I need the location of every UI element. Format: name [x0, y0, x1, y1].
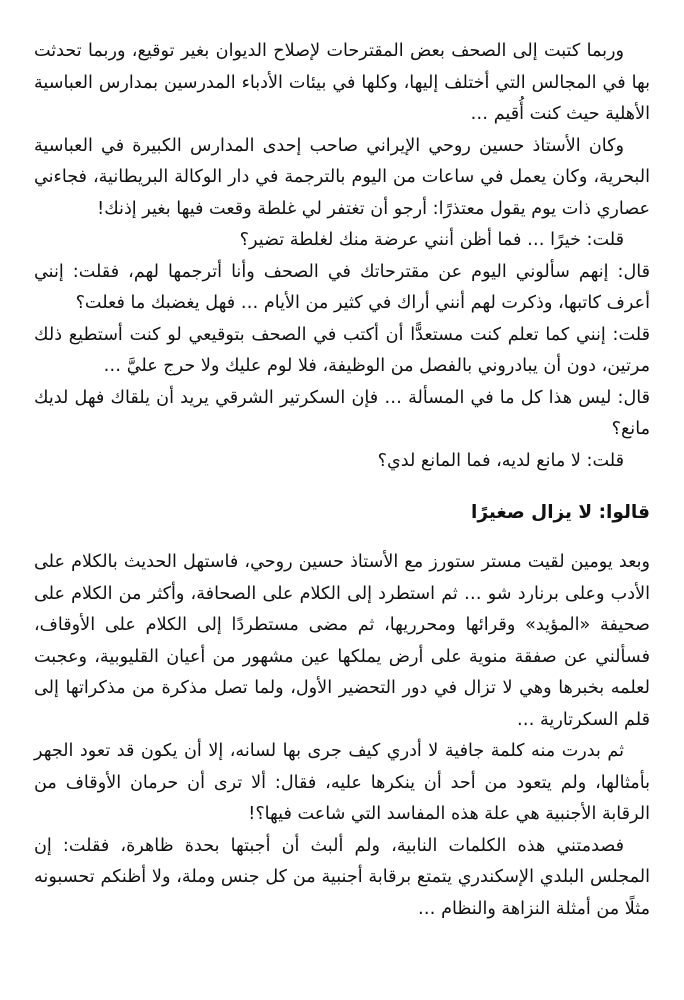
paragraph-10: فصدمتني هذه الكلمات النابية، ولم ألبث أن أجبتها بحدة ظاهرة، فقلت: إن المجلس البلدي الإسكندري يتمتع برقابة أجنبية من كل جنس وملة، ولا أظنكم تحسبونه مثلًا من أمثلة النزاهة والنظام …: [34, 835, 650, 919]
section-heading: قالوا: لا يزال صغيرًا: [470, 502, 650, 523]
book-page: [34, 36, 650, 925]
paragraph-2: وكان الأستاذ حسين روحي الإيراني صاحب إحدى المدارس الكبيرة في العباسية البحرية، وكان يعمل في ساعات من اليوم بالترجمة في دار الوكالة البريطانية، فجاءني عصاري ذات يوم يقول معتذرًا: أرجو أن تغتفر لي غلطة وقعت فيها بغير إذنك!: [34, 135, 650, 219]
paragraph-7: قلت: لا مانع لديه، فما المانع لدي؟: [377, 450, 624, 471]
paragraph-3: قلت: خيرًا … فما أظن أنني عرضة منك لغلطة تضير؟: [239, 230, 624, 250]
heading-spacer: [34, 529, 650, 547]
paragraph-5: قلت: إنني كما تعلم كنت مستعدًّا أن أكتب في الصحف بتوقيعي لو كنت أستطيع ذلك مرتين، دون أن يبادروني بالفصل من الوظيفة، فلا لوم عليك ولا حرج عليَّ …: [34, 324, 650, 376]
paragraph-9: ثم بدرت منه كلمة جافية لا أدري كيف جرى بها لسانه، إلا أن يكون قد تعود الجهر بأمثالها، ولم يتعود من أحد أن ينكرها عليه، فقال: ألا ترى أن حرمان الأوقاف من الرقابة الأجنبية هي علة هذه المفاسد التي شاعت فيها؟!: [34, 741, 650, 824]
paragraph-4: قال: إنهم سألوني اليوم عن مقترحاتك في الصحف وأنا أترجمها لهم، فقلت: إنني أعرف كاتبها، وذكرت لهم أنني أراك في كثير من الأيام … فهل يغضبك ما فعلت؟: [34, 261, 650, 313]
paragraph-8: وبعد يومين لقيت مستر ستورز مع الأستاذ حسين روحي، فاستهل الحديث بالكلام على الأدب وعلى برنارد شو … ثم استطرد إلى الكلام على الصحافة، وأكثر من الكلام على صحيفة «المؤيد» وقرائها ومحرريها، ثم مضى مستطردًا إلى الكلام على الأوقاف، فسألني عن صفقة منوية على أرض يملكها عين مشهور من أعيان القليوبية، وعجبت لعلمه بخبرها وهي لا تزال في دور التحضير الأول، ولما تصل مذكرة من مذكراتها إلى قلم السكرتارية …: [34, 552, 650, 730]
paragraph-6: قال: ليس هذا كل ما في المسألة … فإن السكرتير الشرقي يريد أن يلقاك فهل لديك مانع؟: [34, 387, 650, 439]
paragraph-1: وربما كتبت إلى الصحف بعض المقترحات لإصلاح الديوان بغير توقيع، وربما تحدثت بها في المجالس التي أختلف إليها، وكلها في بيئات الأدباء المدرسين بمدارس العباسية الأهلية حيث كنت أُقيم …: [34, 41, 650, 124]
section-spacer: [34, 477, 650, 497]
